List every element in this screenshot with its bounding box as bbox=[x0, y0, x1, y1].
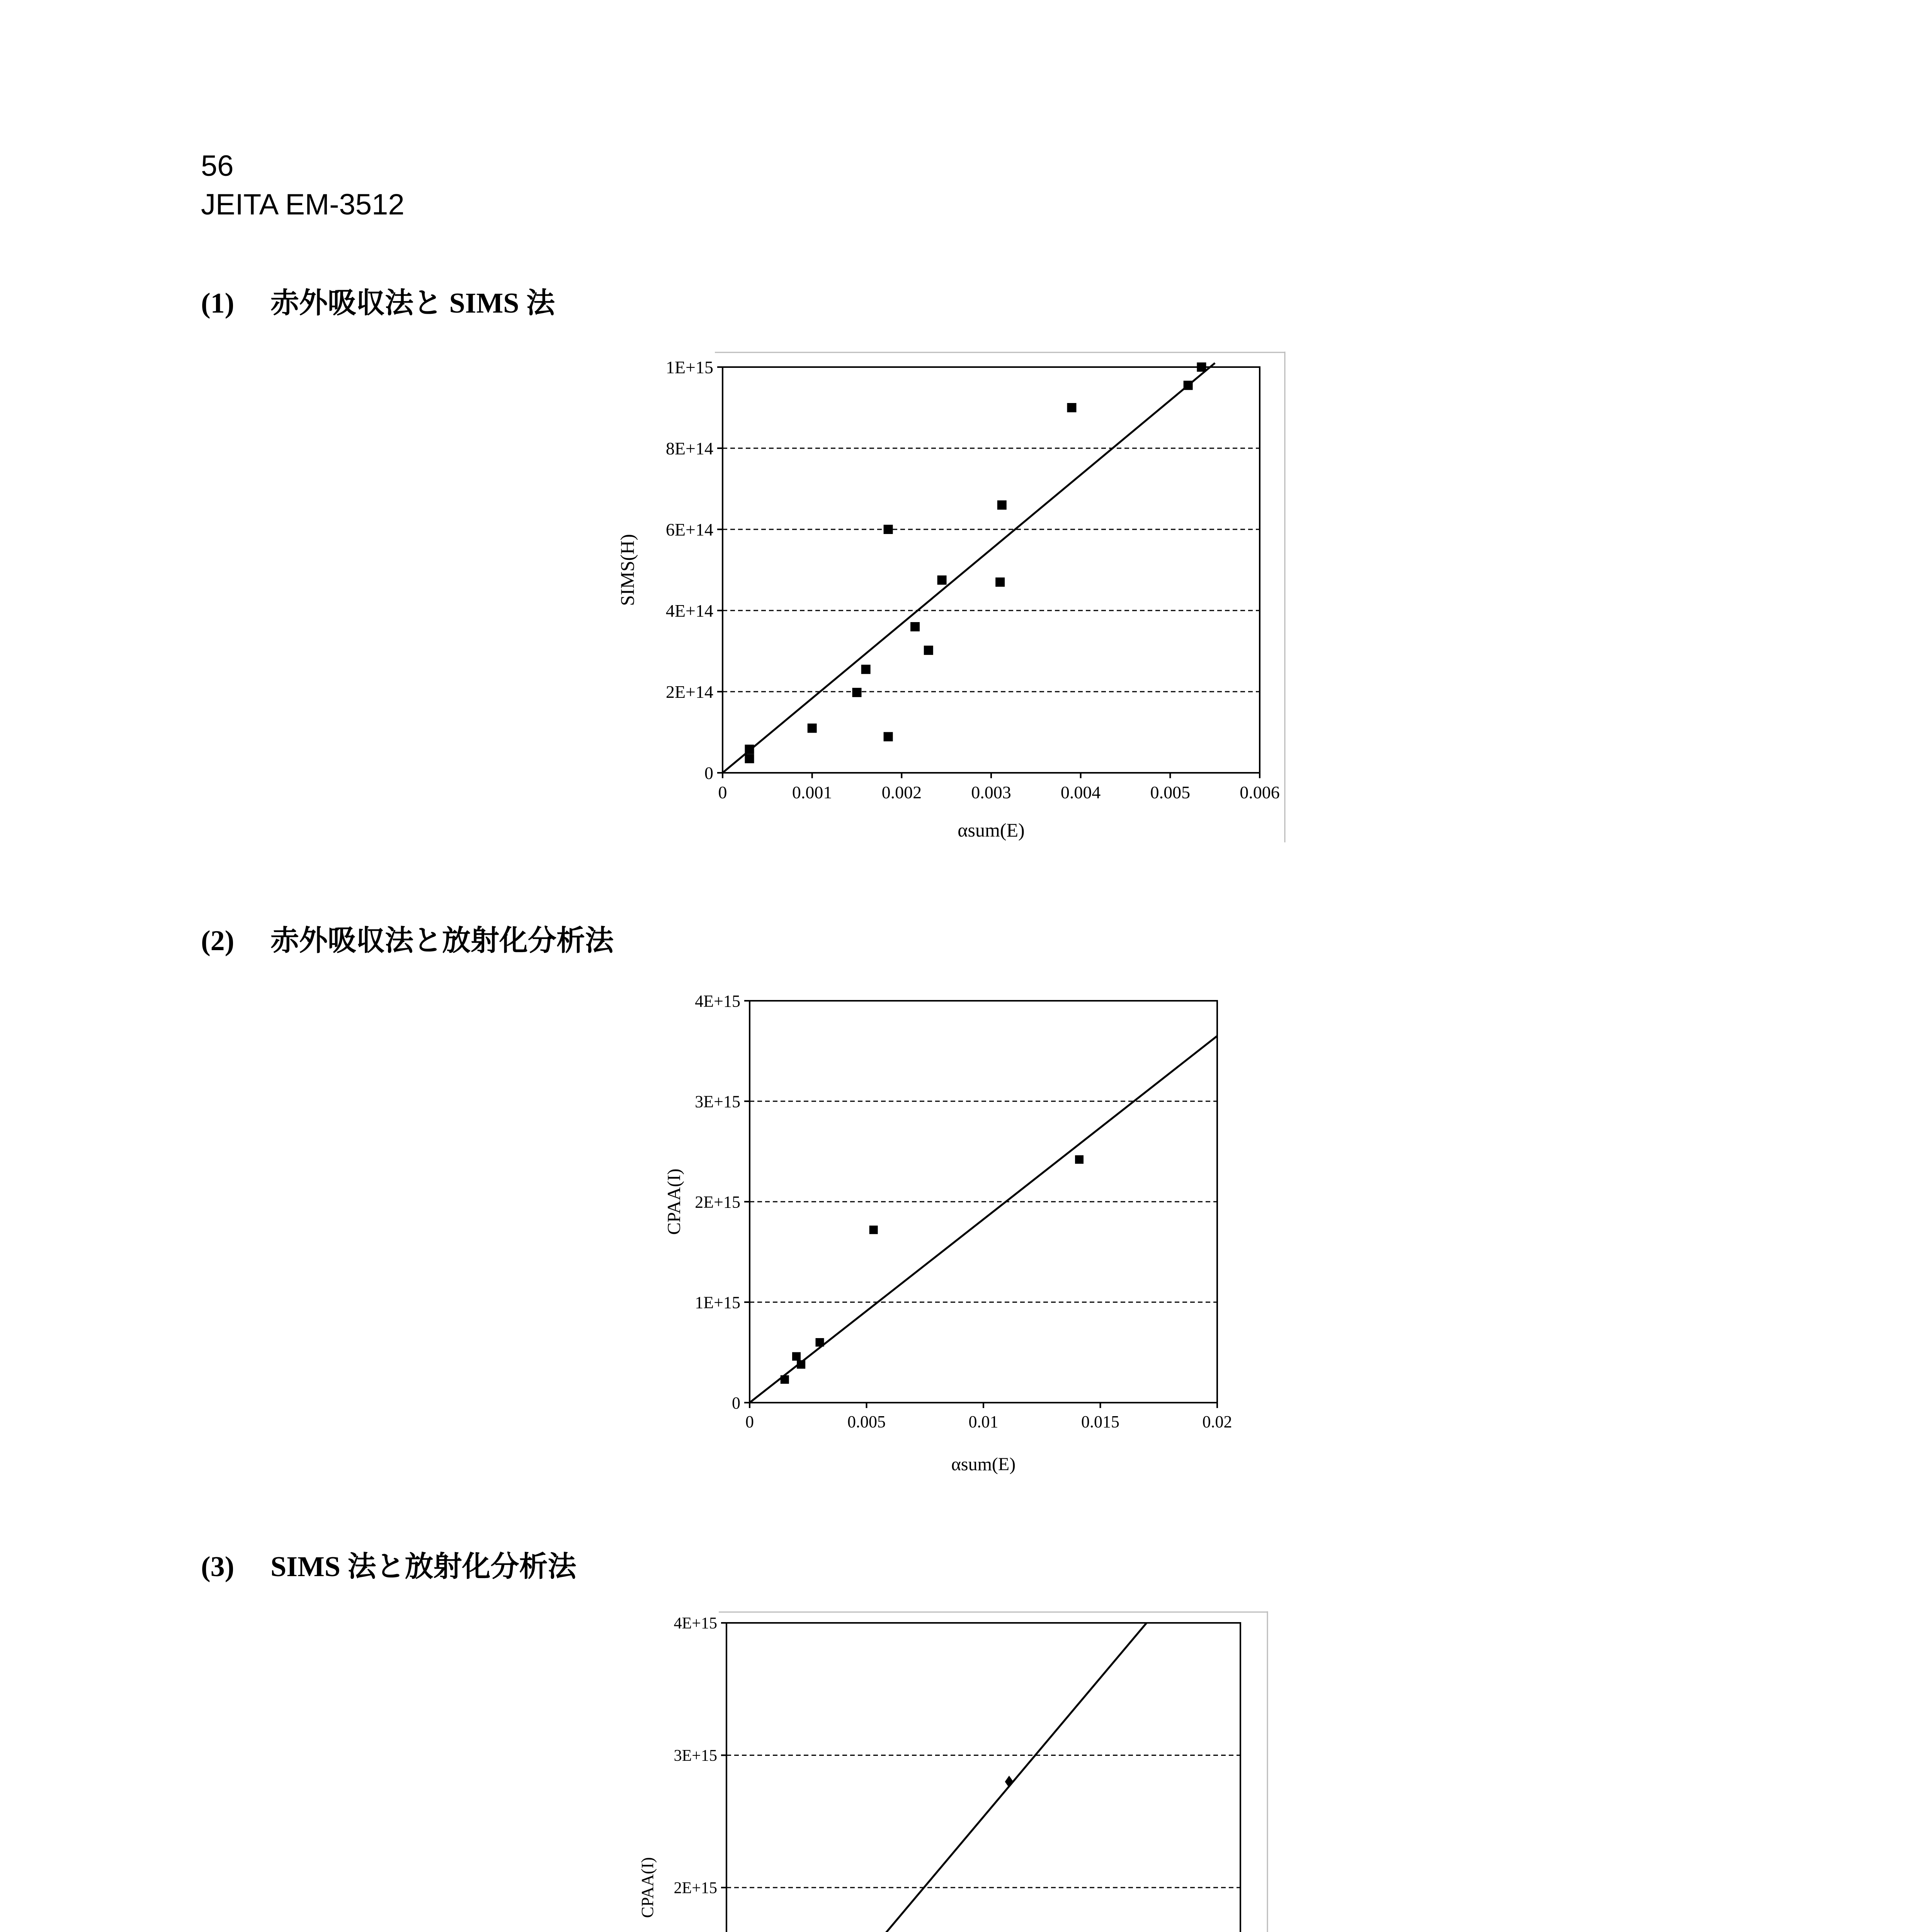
x-tick-label: 0.005 bbox=[847, 1412, 886, 1431]
section-number: (1) bbox=[201, 287, 235, 319]
data-point bbox=[995, 578, 1005, 587]
section-title: 赤外吸収法と放射化分析法 bbox=[270, 925, 614, 957]
x-tick-label: 0 bbox=[718, 782, 727, 802]
data-point bbox=[910, 622, 920, 631]
chart-svg bbox=[653, 989, 1248, 1492]
section-title: 赤外吸収法と SIMS 法 bbox=[270, 287, 555, 319]
chart-ir-vs-sims bbox=[611, 352, 1306, 858]
y-tick-label: 3E+15 bbox=[695, 1092, 740, 1111]
data-point bbox=[745, 754, 754, 763]
y-axis-title: CPAA(I) bbox=[638, 1857, 657, 1918]
y-tick-label: 1E+15 bbox=[665, 357, 713, 378]
plot-area-border bbox=[726, 1623, 1240, 1932]
x-tick-label: 0.015 bbox=[1081, 1412, 1119, 1431]
chart-svg bbox=[611, 352, 1306, 858]
chart-sims-vs-cpaa bbox=[622, 1611, 1314, 1932]
y-tick-label: 4E+14 bbox=[665, 601, 713, 621]
y-tick-label: 8E+14 bbox=[665, 439, 713, 459]
y-tick-label: 3E+15 bbox=[674, 1747, 717, 1765]
data-point bbox=[745, 745, 754, 754]
x-axis-title: αsum(E) bbox=[951, 1454, 1016, 1475]
y-tick-label: 4E+15 bbox=[674, 1614, 717, 1633]
page-header bbox=[201, 147, 405, 224]
data-point bbox=[997, 500, 1007, 510]
x-axis-title: αsum(E) bbox=[958, 819, 1025, 841]
section-heading-2 bbox=[201, 918, 614, 959]
data-point bbox=[816, 1338, 824, 1347]
x-tick-label: 0.003 bbox=[971, 782, 1011, 802]
section-title: SIMS 法と放射化分析法 bbox=[270, 1551, 577, 1583]
x-tick-label: 0.006 bbox=[1240, 782, 1280, 802]
x-tick-label: 0.001 bbox=[792, 782, 832, 802]
data-point bbox=[1197, 362, 1206, 372]
data-point bbox=[792, 1352, 801, 1361]
data-point bbox=[869, 1226, 878, 1234]
trendline bbox=[750, 1036, 1217, 1403]
data-point bbox=[852, 688, 862, 697]
data-point bbox=[884, 732, 893, 742]
x-tick-label: 0.02 bbox=[1202, 1412, 1232, 1431]
document-id: JEITA EM-3512 bbox=[201, 188, 405, 221]
y-tick-label: 0 bbox=[704, 763, 713, 783]
section-number: (3) bbox=[201, 1551, 235, 1583]
section-number: (2) bbox=[201, 925, 235, 957]
data-point bbox=[1005, 1776, 1014, 1787]
trendline bbox=[723, 363, 1215, 773]
y-axis-title: CPAA(I) bbox=[664, 1168, 684, 1235]
y-tick-label: 2E+15 bbox=[695, 1192, 740, 1212]
section-heading-3 bbox=[201, 1544, 576, 1585]
page-number: 56 bbox=[201, 150, 234, 182]
data-point bbox=[781, 1375, 789, 1384]
data-point bbox=[937, 575, 947, 585]
x-tick-label: 0.01 bbox=[968, 1412, 998, 1431]
y-axis-title: SIMS(H) bbox=[616, 534, 638, 606]
x-tick-label: 0.002 bbox=[881, 782, 922, 802]
y-tick-label: 0 bbox=[732, 1393, 740, 1413]
chart-ir-vs-cpaa bbox=[653, 989, 1248, 1492]
data-point bbox=[1184, 381, 1193, 390]
x-tick-label: 0.004 bbox=[1060, 782, 1101, 802]
data-point bbox=[1067, 403, 1077, 412]
y-tick-label: 4E+15 bbox=[695, 992, 740, 1011]
y-tick-label: 2E+15 bbox=[674, 1879, 717, 1897]
data-point bbox=[1075, 1155, 1084, 1164]
data-point bbox=[861, 665, 871, 674]
x-tick-label: 0.005 bbox=[1150, 782, 1191, 802]
plot-area-border bbox=[723, 367, 1260, 773]
y-tick-label: 1E+15 bbox=[695, 1293, 740, 1312]
data-point bbox=[884, 525, 893, 534]
data-point bbox=[797, 1360, 805, 1369]
y-tick-label: 6E+14 bbox=[665, 520, 713, 540]
trendline bbox=[755, 1623, 1146, 1932]
section-heading-1 bbox=[201, 280, 555, 321]
x-tick-label: 0 bbox=[745, 1412, 754, 1431]
chart-svg bbox=[622, 1611, 1314, 1932]
data-point bbox=[808, 724, 817, 733]
y-tick-label: 2E+14 bbox=[665, 682, 713, 702]
data-point bbox=[924, 646, 933, 655]
